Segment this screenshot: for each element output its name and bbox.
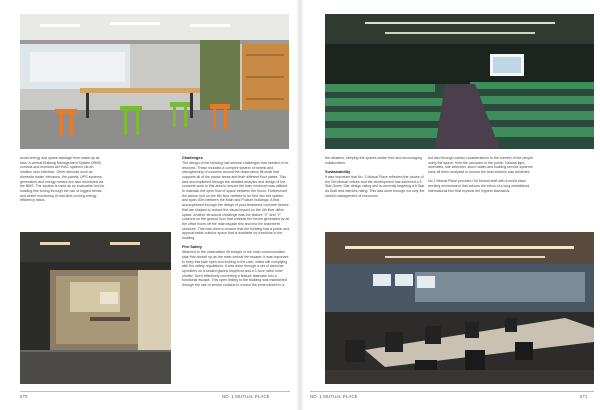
paragraph: No.1 Mutual Place provides Old Mutual staff with a world class working environment that echoes the ethos of a long established, international firm that expects the highest standards. <box>428 179 531 193</box>
sustainability-heading: Sustainability <box>325 169 351 174</box>
right-col-2 <box>428 156 539 198</box>
boardroom-photo <box>325 232 594 384</box>
paragraph: fire situation, keeping the spaces clutter free and encouraging collaboration. <box>325 156 422 165</box>
page-number: 570 <box>20 394 28 399</box>
right-page <box>300 0 600 410</box>
auditorium-photo <box>325 14 594 149</box>
fire-safety-heading: Fire Safety <box>182 244 202 250</box>
paragraph: It was important that No. 1 Mutual Place reflected the values of the Old Mutual culture and the development has achieved a 5 Star Green Star design rating and is currently targeting a 5 Star As Built and interiors rating. This was done through not only the careful management of resources <box>325 174 425 198</box>
page-number: 571 <box>580 394 588 399</box>
folio-rule <box>310 391 594 392</box>
paragraph: but also through careful considerations to the comfort of the people using the space; from the occupant to the public. Natural light, amenities, site selection, storm water and building service systems have all been analysed to ensure the best solution was achieved. <box>428 156 534 175</box>
spine-shadow <box>296 0 304 410</box>
folio-rule <box>20 391 290 392</box>
folio-title: NO. 1 MUTUAL PLACE <box>310 394 358 399</box>
meeting-room-photo <box>20 232 171 384</box>
office-breakout-photo <box>20 14 289 149</box>
paragraph: Attached to the observation lift bridges is the main communication stair that double up as the main central fire escape. It was important to keep this stair open and inviting to the user, whilst still complying with the safety regulations. It was done through a set of drencher sprinklers on a sealed glazed shopfront and a 3-hour rated roller shutter. Such effectively converting a feature staircase into a functional escape. This open linking to the building was maintained through the use of smoke curtains to control the environment in a <box>182 250 289 288</box>
right-col-1 <box>325 156 425 203</box>
paragraph: avoid energy and space wastage from make-up air fans. A central Building Management System (BMS) controls and monitors all HVAC systems via an intuitive user interface. Other services such as domestic water, elevators, fire panels, UPS systems, generators and energy meters are also monitored via the BMS. The system is used as an invaluable tool for building fine tuning through the use of logged trends and active monitoring of real-time cooling energy efficiency ratios. <box>20 156 105 203</box>
challenges-heading: Challenges <box>182 155 203 160</box>
paragraph: The design of the building had several challenges that needed to be resolved. These included a complex system of beams and strengthening of columns around the observation lift shaft that supports all of the pause areas and their different floor plates. This was accomplished through the detailed analysis and design of the concrete work in this area to ensure the bare minimum was utilised to maintain the open flow of space between the floors. Furthermore, the atrium roof on the 5th floor needed to be tied into this system and span 20m between the Main and Podium buildings. A feat accomplished through the design of post-tensioned concrete beams that are shaped to reduce the visual impact on the 4th floor office space. Another structural challenge was the feature "V" and "Y" columns on the ground floor that channel the forces generated by all the office floors off the main façade line and into the basement structure. This was done to ensure that the building has a public and approachable outdoor space that is available for functions in the building. <box>182 160 290 241</box>
folio-title: NO. 1 MUTUAL PLACE <box>222 394 270 399</box>
left-col-1 <box>20 156 106 208</box>
left-col-2 <box>182 156 290 292</box>
